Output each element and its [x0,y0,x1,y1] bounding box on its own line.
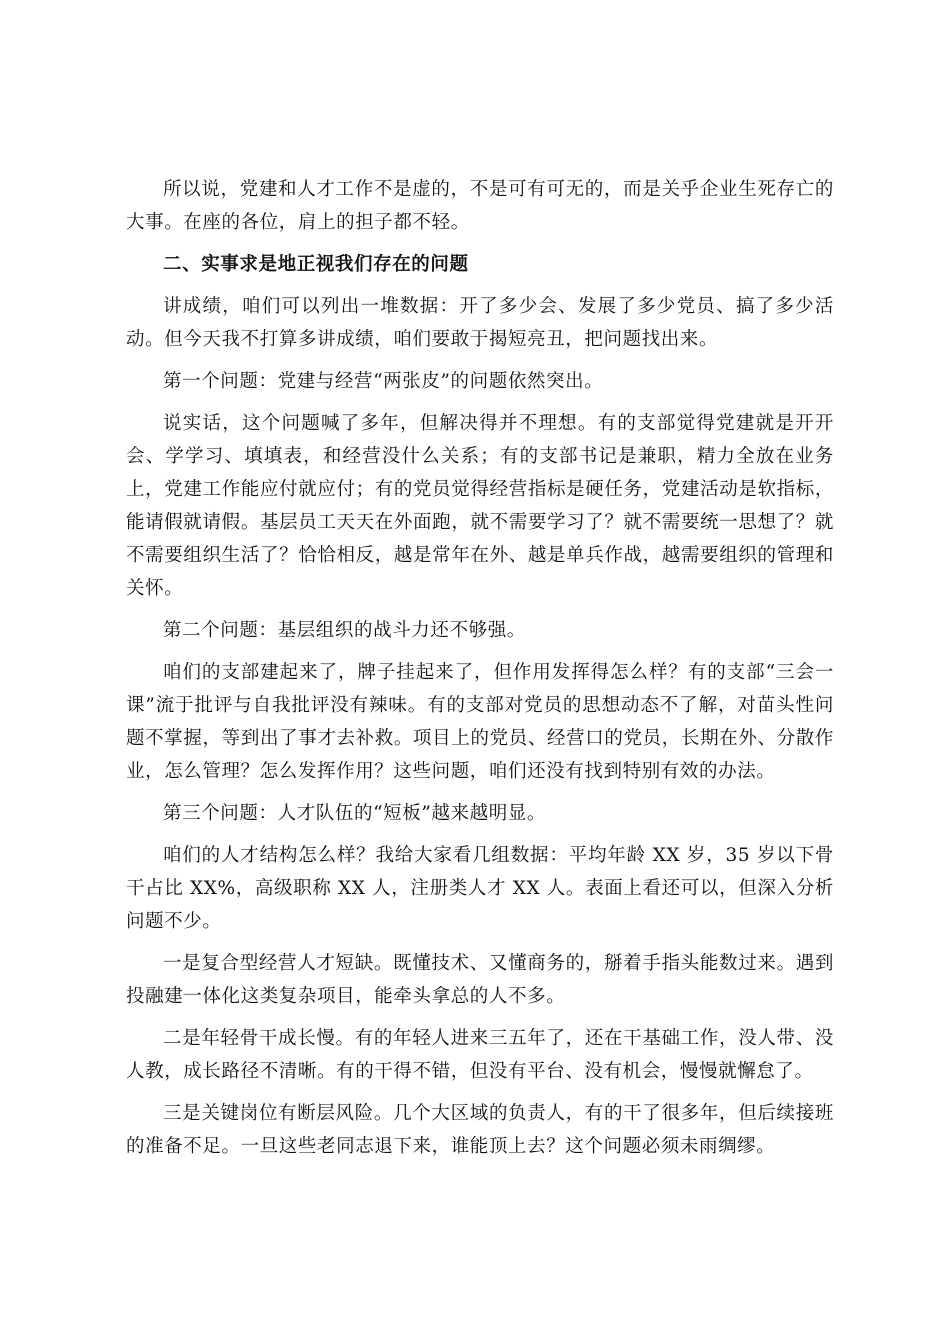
paragraph: 第二个问题：基层组织的战斗力还不够强。 [163,620,526,641]
paragraph: 一是复合型经营人才短缺。既懂技术、又懂商务的，掰着手指头能数过来。遇到投融建一体化这类复杂项目，能牵头拿总的人不多。 [126,953,834,1007]
paragraph: 三是关键岗位有断层风险。几个大区域的负责人，有的干了很多年，但后续接班的准备不足。一旦这些老同志退下来，谁能顶上去？这个问题必须未雨绸缪。 [126,1103,834,1157]
paragraph: 咱们的支部建起来了，牌子挂起来了，但作用发挥得怎么样？有的支部“三会一课”流于批评与自我批评没有辣味。有的支部对党员的思想动态不了解，对苗头性问题不掌握，等到出了事才去补救。项目上的党员、经营口的党员，长期在外、分散作业，怎么管理？怎么发挥作用？这些问题，咱们还没有找到特别有效的办法。 [126,662,834,782]
paragraph: 所以说，党建和人才工作不是虚的，不是可有可无的，而是关乎企业生死存亡的大事。在座的各位，肩上的担子都不轻。 [126,179,834,233]
section-heading: 二、实事求是地正视我们存在的问题 [163,254,469,275]
paragraph: 第一个问题：党建与经营“两张皮”的问题依然突出。 [163,371,604,392]
paragraph: 第三个问题：人才队伍的“短板”越来越明显。 [163,803,547,824]
paragraph: 讲成绩，咱们可以列出一堆数据：开了多少会、发展了多少党员、搞了多少活动。但今天我不打算多讲成绩，咱们要敢于揭短亮丑，把问题找出来。 [126,296,834,350]
paragraph: 二是年轻骨干成长慢。有的年轻人进来三五年了，还在干基础工作，没人带、没人教，成长路径不清晰。有的干得不错，但没有平台、没有机会，慢慢就懈怠了。 [126,1028,834,1082]
document-body [126,173,834,1172]
paragraph: 咱们的人才结构怎么样？我给大家看几组数据：平均年龄 XX 岁，35 岁以下骨干占比 XX%，高级职称 XX 人，注册类人才 XX 人。表面上看还可以，但深入分析问题不少。 [126,845,834,932]
paragraph: 说实话，这个问题喊了多年，但解决得并不理想。有的支部觉得党建就是开开会、学学习、填填表，和经营没什么关系；有的支部书记是兼职，精力全放在业务上，党建工作能应付就应付；有的党员觉得经营指标是硬任务，党建活动是软指标，能请假就请假。基层员工天天在外面跑，就不需要学习了？就不需要统一思想了？就不需要组织生活了？恰恰相反，越是常年在外、越是单兵作战，越需要组织的管理和关怀。 [126,413,834,599]
